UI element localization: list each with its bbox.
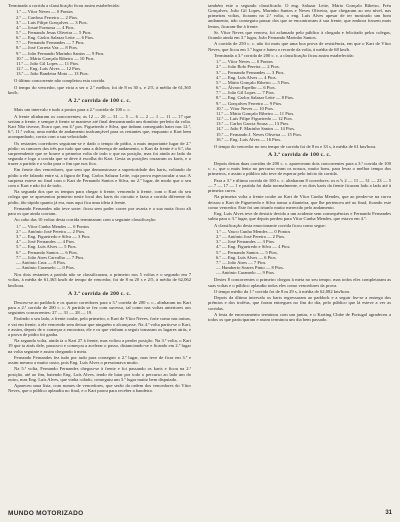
result-row: 4.º — José Fernandes — 4 Ptos. [16, 239, 76, 245]
paragraph: O tempo do vencedor no seu tempo de corrida foi de 8 m e 33 s, à média de 61 km/hora. [214, 143, 377, 149]
result-row: 13.º — Carlos Garcia Sousa — 13 Ptos. [216, 121, 290, 127]
paragraph: O tempo médio da 1.ª corrida foi de 8 m 29 s, à média de 62,082 km/hora. [214, 288, 351, 294]
paragraph: Em frente dos vencedores, que sem que demonstrasse a superioridade dos karts, voltando do pódio a ele falando entre si, a figura de Eng. Carlos Salazar Leite, cuja prova espectacular a sua. A surpresa esteve no final com o Kart de Fernando Santos e Silva, no 2.º lugar, de modo que o seu com o Kart e não foi de todo. [8, 167, 191, 188]
paragraph: Na primeira volta a frente coube ao Kart de Vítor Cunha Mendes, que ao perder-se na curva deixou o Kart de Figueiredo e Silva tomar a dianteira, que lhe pertenceu até ao final, ficando este como vencedor. Este foi um triunfo muito merecido pelo andamento. [208, 194, 391, 210]
result-row: 3.º — Fernando Fernandes — 3 Ptos. [216, 69, 285, 75]
result-row: 7.º — João Gil Lopes — 7 Ptos. [216, 90, 275, 96]
result-row: 5.º — Eng. Luís Alves — 5 Ptos. [16, 244, 77, 250]
result-row: 7.º — Fernando Fernandes — 7 Ptos. [16, 40, 85, 46]
result-row: 6.º — Eng. Luís Alves — 6 Ptos. [216, 254, 277, 260]
results-list-2 [16, 224, 191, 270]
results-list-4 [216, 229, 391, 275]
paragraph: Fernando Fernandes não teve sorte: ficou sem poder correr por avaria e a sua mota ficou ali para os que ainda corriam. [8, 205, 191, 217]
result-row: 12.º — Luís Filipe Figueiredo — 12 Ptos. [216, 116, 293, 122]
result-row: 3.º — José Fernandes — 3 Ptos. [216, 239, 276, 245]
paragraph: Sr. Vítor Neves que venceu, foi aclamado pelo público à chegada e felicitado pelos colegas, ficando ainda em 3.º lugar, João Fernando Marinho Santos. [208, 29, 391, 41]
result-row: 1.º — Vítor Neves — 0 Pontos [216, 59, 273, 65]
paragraph: A frente alinharam os concorrentes; as 12 — 20 — 31 — 5 — 6 — 2 — 1 — 11 — 17 que seriam a frente, e sempre à frente se manteve até final demonstrando um domínio perfeito da volta. Kart Não tivesse, Ecaro que, em 4.ª pos. Figueiredo e Silva, que tinham conseguido bater nas 12.ª, 6.ª, 11.ª voltas, uma média de andamento inalcançável para os restantes que, enquanto o Kart bem acompanhado, corria com a sua velocidade. [8, 113, 191, 140]
paragraph: O tempo do vencedor, que viria a ser o 2.º melhor, foi de 8 m 30 s, e 2/5, à média de 61,365 km/h. [8, 84, 191, 95]
paragraph: Terminada a corrida a classificação ficou assim estabelecida: [8, 3, 120, 8]
result-row: 5.º — Fernando Santos — 5 Ptos. [216, 249, 278, 255]
left-intro [8, 3, 191, 8]
result-row: 11.º — Mário Gonçalo Ribeiro — 11 Ptos. [216, 110, 295, 116]
paragraph: Desceu-se ao paddock e os quatro corredores para a 3.ª corrida de 200 c. c., alinharam no Kart para a 2.ª corrida de 200 c. c. A partida se fez com sucesso, tal como nas voltas anteriores aos seguintes concorrentes: 27 — 31 — 28 — 19. [8, 299, 191, 316]
paragraph: Depois destas duas corridas de 200 c. c. apareceram dois concorrentes para a 3.ª corrida de 100 c. c., que o mais lento no percurso eram os nossos, muito bons, para levar o melhor tempo dos primeiros, e assim o público não teve de esperar pelo início da corrida. [208, 161, 391, 177]
paragraph: também este o segundo classificado. O eng. Salazar Leite, Mário Gonçalo Ribeiro, Fréu Gonçalves, João Gil Lopes, Marinho Santos e Neves Oliveira, que chegaram ao seu nível, nas primeiras voltas, ficaram na 2.ª volta, o eng. Luís Alves apesar de ter mostrado um bom andamento, não conseguiu passar dos que se encontravam à sua frente, que embora fossem mais lentos, ficaram-lhe à frente. [208, 3, 391, 29]
result-row: — António Cruz — 8 Ptos. [16, 259, 67, 265]
result-row: 1.º — Vítor Neves — 0 Pontos [16, 9, 73, 15]
result-row: 9.º — Gonçalves Ferreira — 9 Ptos. [216, 100, 283, 106]
result-row: 4.º — Eng. Figueiredo e Silva — 4 Ptos. [216, 244, 291, 250]
result-row: 2.º — António José Pereira — 2 Ptos. [216, 234, 286, 240]
paragraph: Ao cabo das 10 voltas desta corrida terminaram com a seguinte classificação: [14, 217, 157, 223]
result-row: 11.º — João Gil Lopes — 11 Ptos. [16, 60, 80, 66]
page-footer [8, 510, 392, 520]
paragraph: Eng. Luís Alves teve de desistir devido a um acidente sem consequências e Fernando Fernandes subiu para o 3.º lugar, que depois perdeu para Vítor Cunha Mendes, que estava em 4.º. [208, 211, 391, 222]
paragraph: Mais um intervalo e tudo a postos para a 2.ª corrida de 100 c. c. [14, 107, 131, 113]
result-row: 5.º — Mário Gonçalo Ribeiro — 5 Ptos. [216, 79, 291, 85]
paragraph: Na 5.ª volta, Fernando Fernandes chegou-se à frente e foi passando os karts e ficou na 2.ª posição, até ao fim, batendo Eng. Luís Alves, tendo de lutar por todo o percurso ao lado um do outro, mas Eng. Luís Alves, que vinha colado, conseguiu um 3.º lugar muito bem disputado. [8, 366, 191, 382]
paragraph: Partindo a seu lado, a frente coube, pelo primeiro, o Kart de Vítor Neves, forte como nas outras, e vai em frente, a ele vencendo sem deixar que ninguém o alcançasse. Na 4.ª volta partiu-se o Kart, e assim, depois de o começar a encontrar, ele e os que vinham a seguir tomaram os lugares atrás, e a prova de pódio foi ganha. [8, 316, 191, 337]
paragraph: Terminada a 3.ª corrida de 200 c. c. a classificação ficou assim estabelecida: [214, 52, 354, 58]
result-row: 12.º — Eng. Luís Alves — 12 Ptos. [16, 66, 82, 72]
result-row: 4.º — Josué Formosa — 4 Ptos. [16, 24, 75, 30]
result-row: 15.º — Fernando J. Neves Oliveira — 15 Ptos. [216, 131, 303, 137]
section-heading: A 2.ª corrida de 100 c. c. [68, 98, 131, 105]
results-list-3 [216, 59, 391, 142]
result-row: 3.º — Luís Filipe Gonçalves — 3 Ptos. [16, 19, 88, 25]
paragraph: A classificação desta emocionante corrida ficou como segue: [214, 222, 326, 228]
result-row: 2.º — Cardoso Ferreira — 2 Ptos. [16, 14, 79, 20]
result-row: 10.º — Vítor Neves — 10 Ptos. [216, 105, 274, 111]
paragraph: Para a 3.ª e última corrida de 100 c. c. alinharam 8 corredores: os n.ºs 2 — 11 — 31 — 23 — 5 — 7 — 17 — 1 e partida foi dada normalmente, e os dois karts da frente ficaram lado a lado até à primeira curva. [208, 177, 391, 194]
right-column [208, 3, 391, 323]
result-row: 5.º — Fernando Jesus Oliveira — 5 Ptos. [16, 29, 92, 35]
result-row: 14.º — João F. Marinho Santos — 14 Ptos. [216, 126, 296, 132]
result-row: 13.º — João Bandeira Mota — 13 Ptos. [16, 71, 89, 77]
paragraph: Depois da última intervalo os karts regressaram ao paddock e a seguir fez-se a entrega dos prémios e dos troféus, que foram entregues no fim do dia, pelo público que lá esteve a ver as corridas. [208, 295, 391, 311]
result-row: 6.º — Álvaro Espelho — 6 Ptos. [216, 85, 276, 91]
result-row: 16.º — Eng. Luís Alves — 16 Ptos. [216, 136, 282, 142]
result-row: 1.º — Vítor Cunha Mendes — 0 Pontos [16, 223, 90, 229]
result-row: 7.º — João Aires Carvalho — 7 Ptos. [16, 254, 85, 260]
result-row: 8.º — José Correia Vaz — 8 Ptos. [16, 45, 78, 51]
page-number: 31 [385, 510, 392, 516]
result-row: 8.º — Eng. Carlos Salazar Leite — 8 Ptos. [216, 95, 295, 101]
result-row: 4.º — Eng. Luís Alves — 4 Ptos. [216, 74, 277, 80]
result-row: — António Caramelo — 9 Ptos. [216, 270, 275, 276]
left-column [8, 3, 191, 395]
result-row: — António Caramelo — 0 Ptos. [16, 265, 75, 271]
section-heading: A 3.ª corrida de 200 c. c. [68, 290, 131, 297]
paragraph: Fernando Fernandes fez tudo por tudo para conseguir o 2.º lugar, mas teve de ficar em 3.º e assim mesmo a muito custo, pois Eng. Luís Alves o pressionava muito. [8, 354, 191, 366]
paragraph: A corrida de 250 c. c. não foi mais que uma boa prova de resistência, em que o Kart de Vítor Neves, que ficou em 1.º lugar e bateu o recorde da volta, à média de 68 km/h. [208, 41, 391, 52]
paragraph: Destes 8 concorrentes o primeiro chegou à meta no seu tempo, mas todos eles completaram as suas voltas e o público aplaudiu todos eles como vencedores da prova. [208, 277, 391, 288]
result-row: 6.º — Eng. Carlos Salazar Leite — 6 Ptos. [16, 35, 95, 41]
result-row: — Humberto Soares Pinto — 8 Ptos. [216, 265, 285, 271]
result-row: 2.º — João Bolo Pereira — 2 Ptos. [216, 64, 280, 70]
result-row: 6.º — Fernando Santos — 6 Ptos. [16, 249, 78, 255]
article-page [8, 3, 392, 508]
result-row: 10.º — Mário Gonçalo Ribeiro — 10 Ptos. [16, 55, 95, 61]
result-row: 7.º — João Aires — 7 Ptos. [216, 259, 267, 265]
paragraph: Na segunda volta, ainda ia o Kart 27 à frente, mas voltou a perder posição. Na 3.ª volta, o Kart 19 que ia atrás dele, passou-o e começou a acelerar o passo, distanciando-se e ficando em 2.º lugar na volta seguinte e assim chegando à meta. [8, 338, 191, 354]
results-list-1 [16, 9, 191, 76]
paragraph: Os restantes corredores seguiram-se e dado o tempo de pódio, a mais importante lugar de 2.º pódio: os rumores dos três por tudo que uma a diferença de andamento, o Kart da frente é o 6.º, tão surpreendente que se houve a primeira volta de todo o que na posição, mas foi ainda ao lado da segunda e logo a corrida que se deve à escolha do Kart. Gesta as posições cruzaram os karts, e o trazer a partida e a volta para o fim que nos fica. [8, 140, 191, 167]
magazine-title: MUNDO MOTORIZADO [8, 510, 84, 517]
result-row: 9.º — João Fernando Marinho Santos — 9 Ptos. [16, 50, 105, 56]
paragraph: O último concorrente não completou esta corrida. [14, 78, 106, 84]
paragraph: Apareceu uma lista, com nomes de vencedores, que serão da ordem dos vencedores do Vítor Neves, que o público aplaudiu no final, e o Kart parou para receber a bandeira. [8, 383, 191, 394]
section-heading: A 3.ª corrida de 100 c. c. [268, 151, 331, 158]
result-row: 1.º — Vasco Cunha Mendes — 0 Pontos [216, 228, 291, 234]
result-row: 3.º — Eng. Figueiredo e Silva — 3 Ptos. [16, 234, 91, 240]
paragraph: Na segunda dos que os tempos para chegar à frente, vencendo à frente, com o Kart do seu colega que se apresentou primeiro neste local dos karts do circuito e fazia a corrida diferente do pódio, tão rápido quanto já era, mas aqui fica uma ideia à frente. [8, 189, 191, 205]
paragraph: A festa de encerramento terminou com um jantar, e o Karting Clube de Portugal agradeceu a todos os que participaram e assim terminou um dia bem passado. [208, 311, 391, 322]
result-row: 2.º — António José Pereira — 2 Ptos. [16, 228, 86, 234]
paragraph: Nos dois restantes a partida não se classificaram, o primeiro nos 5 voltas e o segundo em 7 voltas, à média de 61,365 km/h de tempo de vencedor, foi de 8 m 20 s e 2/5, à média de 62,062 km/hora. [8, 272, 191, 288]
